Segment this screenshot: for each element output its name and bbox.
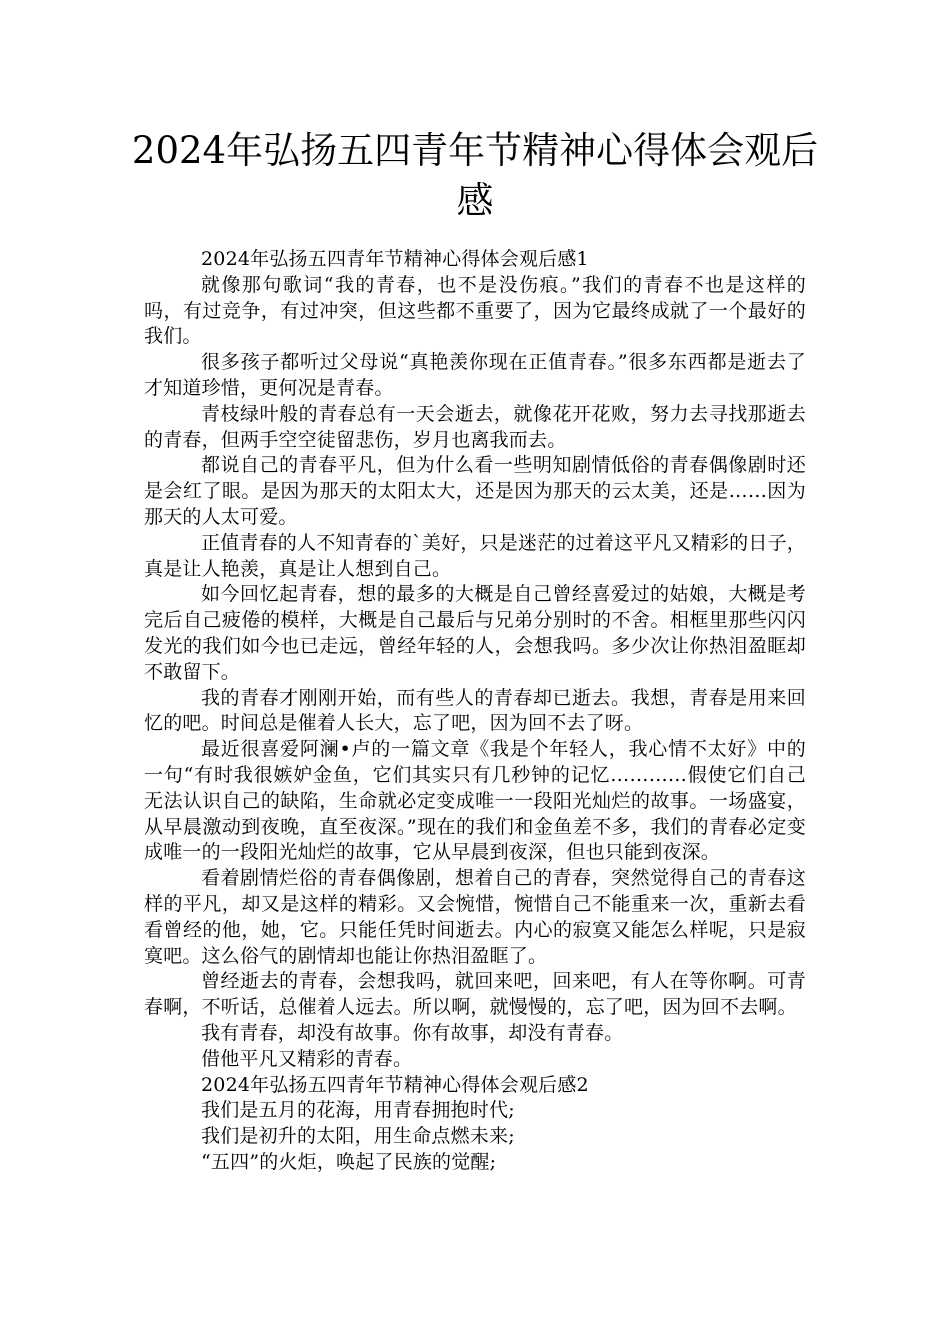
paragraph: 看着剧情烂俗的青春偶像剧，想着自己的青春，突然觉得自己的青春这样的平凡，却又是这样的精彩。又会惋惜，惋惜自己不能重来一次，重新去看看曾经的他，她，它。只能任凭时间逝去。内心的寂寞又能怎么样呢，只是寂寞吧。这么俗气的剧情却也能让你热泪盈眶了。: [144, 867, 806, 967]
paragraph: 我们是五月的花海，用青春拥抱时代;: [201, 1099, 515, 1122]
paragraph: 如今回忆起青春，想的最多的大概是自己曾经喜爱过的姑娘，大概是考完后自己疲倦的模样，大概是自己最后与兄弟分别时的不舍。相框里那些闪闪发光的我们如今也已走远，曾经年轻的人，会想我吗。多少次让你热泪盈眶却不敢留下。: [144, 583, 806, 683]
paragraph: 很多孩子都听过父母说“真艳羡你现在正值青春。”很多东西都是逝去了才知道珍惜，更何况是青春。: [144, 351, 806, 399]
paragraph: 我有青春，却没有故事。你有故事，却没有青春。: [201, 1021, 624, 1044]
paragraph: 都说自己的青春平凡，但为什么看一些明知剧情低俗的青春偶像剧时还是会红了眼。是因为那天的太阳太大，还是因为那天的云太美，还是……因为那天的人太可爱。: [144, 454, 806, 528]
section-heading: 2024年弘扬五四青年节精神心得体会观后感1: [201, 248, 589, 270]
paragraph: 借他平凡又精彩的青春。: [201, 1047, 413, 1070]
paragraph: 最近很喜爱阿澜•卢的一篇文章《我是个年轻人，我心情不太好》中的一句“有时我很嫉妒金鱼，它们其实只有几秒钟的记忆…………假使它们自己无法认识自己的缺陷，生命就必定变成唯一一段阳光灿烂的故事。一场盛宴，从早晨激动到夜晚，直至夜深。”现在的我们和金鱼差不多，我们的青春必定变成唯一的一段阳光灿烂的故事，它从早晨到夜深，但也只能到夜深。: [144, 738, 806, 864]
paragraph: 曾经逝去的青春，会想我吗，就回来吧，回来吧，有人在等你啊。可青春啊，不听话，总催着人远去。所以啊，就慢慢的，忘了吧，因为回不去啊。: [144, 970, 806, 1019]
paragraph: 就像那句歌词“我的青春，也不是没伤痕。”我们的青春不也是这样的吗，有过竞争，有过冲突，但这些都不重要了，因为它最终成就了一个最好的我们。: [144, 273, 806, 348]
paragraph: “五四”的火炬，唤起了民族的觉醒;: [201, 1150, 497, 1173]
document-title: 2024年弘扬五四青年节精神心得体会观后感: [131, 129, 819, 222]
document-body: [144, 247, 806, 1176]
paragraph: 青枝绿叶般的青春总有一天会逝去，就像花开花败，努力去寻找那逝去的青春，但两手空空徒留悲伤，岁月也离我而去。: [144, 402, 806, 451]
paragraph: 正值青春的人不知青春的`美好，只是迷茫的过着这平凡又精彩的日子，真是让人艳羡，真是让人想到自己。: [144, 531, 806, 580]
paragraph: 我的青春才刚刚开始，而有些人的青春却已逝去。我想，青春是用来回忆的吧。时间总是催着人长大，忘了吧，因为回不去了呀。: [144, 686, 806, 735]
paragraph: 我们是初升的太阳，用生命点燃未来;: [201, 1125, 515, 1148]
section-heading: 2024年弘扬五四青年节精神心得体会观后感2: [201, 1073, 589, 1096]
